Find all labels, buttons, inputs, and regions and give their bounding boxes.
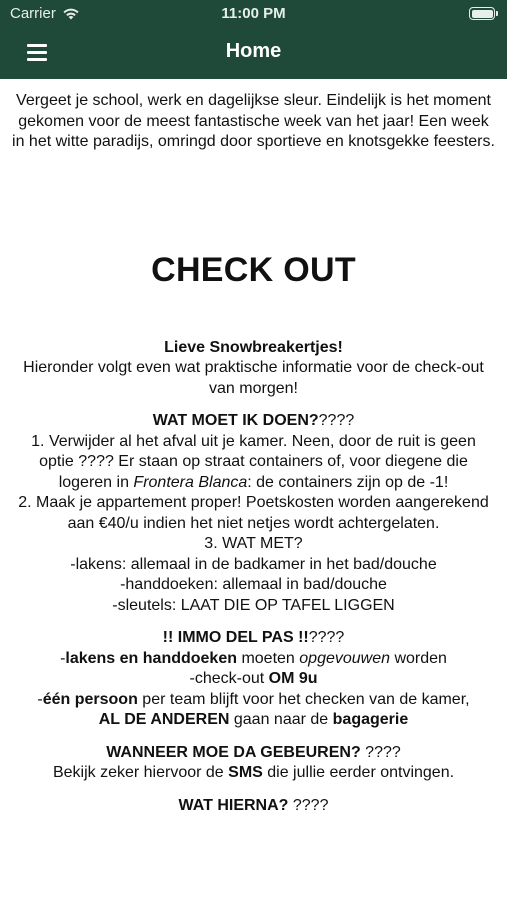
hierna-section [14,796,493,817]
carrier-label: Carrier [10,5,56,22]
page-content[interactable] [0,79,507,900]
handdoeken-line: -handdoeken: allemaal in bad/douche [120,576,387,593]
immo-line-2-start: -check-out [189,670,269,687]
status-bar [0,0,507,28]
greeting-title: Lieve Snowbreakertjes! [164,338,343,356]
greeting-text: Hieronder volgt even wat praktische informatie voor de check-out van morgen! [23,359,484,397]
immo-line-2-bold: OM 9u [268,670,318,687]
wat-moet-heading-text: WAT MOET IK DOEN? [152,412,319,429]
immo-line-1-mid: moeten [237,649,300,667]
check-out-heading: CHECK OUT [151,250,356,289]
status-time: 11:00 PM [221,5,286,22]
hierna-heading [14,796,493,817]
wat-moet-heading-tail: ???? [318,412,355,429]
navigation-bar [0,28,507,79]
battery-icon [469,7,495,20]
wanneer-text-bold: SMS [228,764,263,781]
wat-moet-item-2: 2. Maak je appartement proper! Poetskosten worden aangerekend aan €40/u indien het niet netjes wordt achtergelaten. [18,494,489,532]
immo-heading [14,628,493,649]
immo-line-4-bold: AL DE ANDEREN [98,711,230,728]
immo-line-1-emphasis: opgevouwen [299,649,391,667]
immo-line-1-bold: lakens en handdoeken [65,649,237,667]
intro-text: Vergeet je school, werk en dagelijkse sleur. Eindelijk is het moment gekomen voor de meest fantastische week van het jaar! Een week in het witte paradijs, omringd door sportieve en knotsgekke feesters. [12,92,495,150]
wanneer-text [14,763,493,784]
immo-line-1 [14,649,493,670]
hierna-heading-text: WAT HIERNA? [178,796,289,814]
immo-heading-tail: ???? [308,629,345,646]
immo-line-4-bold-end: bagagerie [332,711,409,728]
hierna-heading-tail: ???? [288,796,329,814]
immo-heading-text: !! IMMO DEL PAS !! [162,629,309,646]
immo-line-1-end: worden [390,649,447,667]
immo-line-3-bold: één persoon [42,690,138,708]
wanneer-text-start: Bekijk zeker hiervoor de [52,764,229,781]
immo-line-3-end: per team blijft voor het checken van de kamer, [137,690,470,708]
immo-line-2 [14,669,493,690]
sleutels-line: -sleutels: LAAT DIE OP TAFEL LIGGEN [112,596,395,614]
immo-line-4-mid: gaan naar de [229,711,333,728]
wanneer-heading [14,743,493,764]
wat-moet-item-3: 3. WAT MET? [204,535,303,552]
wanneer-heading-tail: ???? [360,743,401,761]
lakens-line: -lakens: allemaal in de badkamer in het bad/douche [70,555,437,573]
immo-line-4 [14,710,493,731]
app-header [0,0,507,79]
immo-line-3-start: - [37,690,43,708]
item-1-text: 1. Verwijder al het afval uit je kamer. Neen, door de ruit is geen optie ???? Er staan op straat containers of, voor diegene die logeren in [31,432,476,491]
item-1-emphasis: Frontera Blanca [133,473,248,491]
immo-line-1-start: - [60,649,66,667]
wanneer-text-end: die jullie eerder ontvingen. [262,764,455,781]
wat-moet-item-1 [14,432,493,494]
wanneer-heading-text: WANNEER MOE DA GEBEUREN? [106,743,361,761]
greeting-section [14,338,493,400]
item-1-text-end: : de containers zijn op de -1! [247,473,449,491]
wat-moet-section [14,411,493,616]
immo-line-3 [14,690,493,711]
wanneer-section [14,743,493,784]
immo-section [14,628,493,731]
wat-moet-heading [14,411,493,432]
page-title: Home [225,40,282,62]
